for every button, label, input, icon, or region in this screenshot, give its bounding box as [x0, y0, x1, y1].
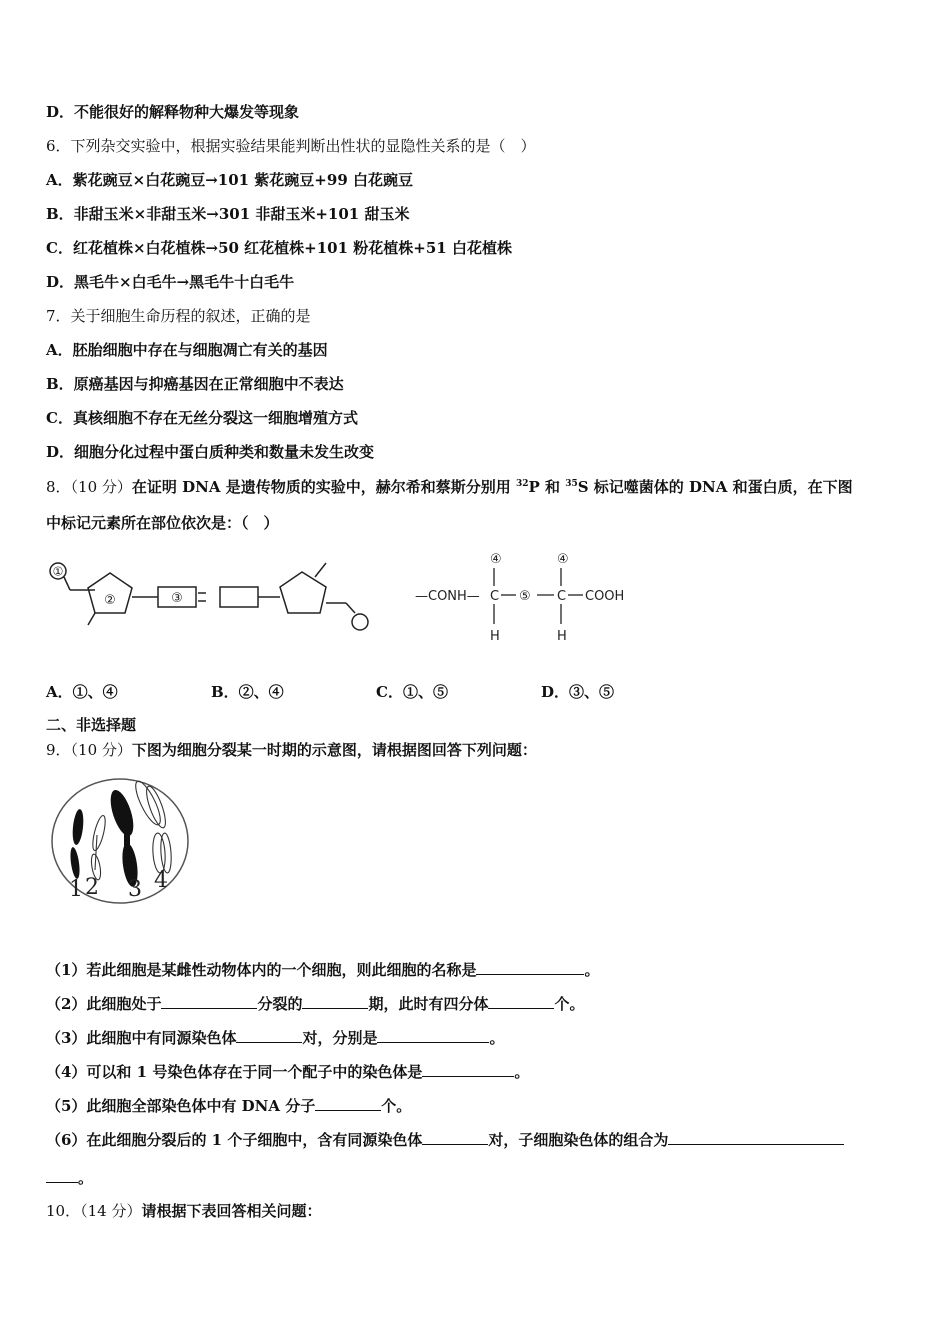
q8-option-c: C．①、⑤	[376, 683, 448, 701]
cell-division-figure	[50, 775, 192, 905]
chromosome-label-2: 2	[85, 875, 99, 900]
q9-number: 9．	[46, 741, 71, 759]
q8-sup-32: 32	[515, 479, 529, 489]
q7-option-b: B．原癌基因与抑癌基因在正常细胞中不表达	[46, 375, 344, 393]
q8-stem-b: P 和	[528, 478, 566, 496]
q6-stem: 6．下列杂交实验中，根据实验结果能判断出性状的显隐性关系的是（ ）	[46, 137, 536, 155]
q8-stem-line2: 中标记元素所在部位依次是：（ ）	[46, 514, 279, 532]
q10-score: （14 分）	[80, 1202, 142, 1220]
chromosome-2	[90, 814, 108, 880]
q9-sub-4-end: 。	[514, 1063, 530, 1081]
q8-number: 8．	[46, 478, 71, 496]
chromosome-1	[69, 809, 85, 880]
q8-stem-c: S 标记噬菌体的 DNA 和蛋白质，在下图	[577, 478, 853, 496]
q9-sub-6	[46, 1128, 844, 1150]
q9-sub-6-end: 。	[78, 1169, 94, 1187]
q6-option-b: B．非甜玉米×非甜玉米→301 非甜玉米+101 甜玉米	[46, 205, 410, 223]
q8-option-d: D．③、⑤	[541, 683, 615, 701]
q9-sub-4	[46, 1060, 529, 1082]
q9-sub-2	[46, 992, 585, 1014]
label-5: ⑤	[519, 589, 531, 604]
q9-sub-6-text-a: （6）在此细胞分裂后的 1 个子细胞中，含有同源染色体	[46, 1131, 423, 1149]
nucleotide-diagram	[40, 555, 380, 645]
q9-sub-2-text-d: 个。	[554, 995, 585, 1013]
q7-option-c: C．真核细胞不存在无丝分裂这一细胞增殖方式	[46, 409, 358, 427]
blank-1[interactable]	[476, 958, 584, 975]
chromosome-4	[131, 778, 172, 873]
carbon-2: C	[557, 589, 567, 604]
blank-2c[interactable]	[488, 992, 554, 1009]
q7-option-a: A．胚胎细胞中存在与细胞凋亡有关的基因	[46, 341, 328, 359]
q9-sub-3-end: 。	[489, 1029, 505, 1047]
label-4-right: ④	[557, 552, 569, 567]
blank-2a[interactable]	[161, 992, 257, 1009]
q9-sub-2-text-c: 期，此时有四分体	[368, 995, 489, 1013]
label-3: ③	[171, 591, 183, 606]
q9-sub-4-text: （4）可以和 1 号染色体存在于同一个配子中的染色体是	[46, 1063, 423, 1081]
q9-sub-1	[46, 958, 599, 980]
q9-sub-6-cont	[46, 1166, 93, 1188]
q9-sub-5	[46, 1094, 411, 1116]
blank-6b-cont[interactable]	[46, 1166, 78, 1183]
q8-option-b: B．②、④	[211, 683, 284, 701]
blank-6b[interactable]	[668, 1128, 844, 1145]
blank-6a[interactable]	[422, 1128, 488, 1145]
q6-option-d: D．黑毛牛×白毛牛→黑毛牛十白毛牛	[46, 273, 295, 291]
q9-stem	[46, 740, 537, 760]
q8-score: （10 分）	[70, 478, 132, 496]
hydrogen-2: H	[557, 629, 567, 644]
q9-sub-2-text-b: 分裂的	[257, 995, 303, 1013]
q7-stem: 7．关于细胞生命历程的叙述，正确的是	[46, 307, 311, 325]
blank-2b[interactable]	[302, 992, 368, 1009]
q6-option-c: C．红花植株×白花植株→50 红花植株+101 粉花植株+51 白花植株	[46, 239, 512, 257]
q10-number: 10．	[46, 1202, 81, 1220]
q8-sup-35: 35	[565, 479, 578, 489]
label-4-left: ④	[490, 552, 502, 567]
q9-sub-1-text: （1）若此细胞是某雌性动物体内的一个细胞，则此细胞的名称是	[46, 961, 477, 979]
q5-option-d: D．不能很好的解释物种大爆发等现象	[46, 103, 300, 121]
phosphate-circle-2	[352, 614, 368, 630]
q9-score: （10 分）	[70, 741, 132, 759]
chromosome-label-3: 3	[128, 877, 142, 902]
q9-sub-1-end: 。	[584, 961, 600, 979]
pentose-ring-2	[280, 572, 326, 613]
label-1: ①	[52, 564, 64, 579]
q9-sub-5-end: 个。	[381, 1097, 412, 1115]
blank-5[interactable]	[315, 1094, 381, 1111]
q6-option-a: A．紫花豌豆×白花豌豆→101 紫花豌豆+99 白花豌豆	[46, 171, 413, 189]
cooh-group: COOH	[585, 589, 625, 604]
q9-sub-2-text-a: （2）此细胞处于	[46, 995, 162, 1013]
blank-3a[interactable]	[236, 1026, 302, 1043]
blank-3b[interactable]	[377, 1026, 489, 1043]
q10-stem	[46, 1201, 321, 1221]
chromosome-3	[106, 787, 140, 887]
q7-option-d: D．细胞分化过程中蛋白质种类和数量未发生改变	[46, 443, 375, 461]
carbon-1: C	[490, 589, 500, 604]
chromosome-label-1: 1	[69, 877, 83, 902]
q9-sub-3	[46, 1026, 504, 1048]
base-box-2	[220, 587, 258, 607]
q10-stem-text: 请根据下表回答相关问题：	[141, 1202, 322, 1220]
q9-sub-6-text-b: 对，子细胞染色体的组合为	[488, 1131, 669, 1149]
peptide-diagram	[415, 548, 635, 648]
q9-sub-5-text: （5）此细胞全部染色体中有 DNA 分子	[46, 1097, 316, 1115]
q9-stem-text: 下图为细胞分裂某一时期的示意图，请根据图回答下列问题：	[131, 741, 537, 759]
q8-option-a: A．①、④	[46, 683, 118, 701]
chromosome-label-4: 4	[154, 868, 168, 893]
section-heading: 二、非选择题	[46, 716, 137, 734]
q9-sub-3-text-a: （3）此细胞中有同源染色体	[46, 1029, 237, 1047]
conh-group: —CONH—	[415, 589, 480, 604]
label-2: ②	[104, 593, 116, 608]
q9-sub-3-text-b: 对，分别是	[302, 1029, 378, 1047]
q8-stem-a: 在证明 DNA 是遗传物质的实验中，赫尔希和蔡斯分别用	[131, 478, 516, 496]
blank-4[interactable]	[422, 1060, 514, 1077]
hydrogen-1: H	[490, 629, 500, 644]
q8-stem-line1	[46, 477, 853, 497]
